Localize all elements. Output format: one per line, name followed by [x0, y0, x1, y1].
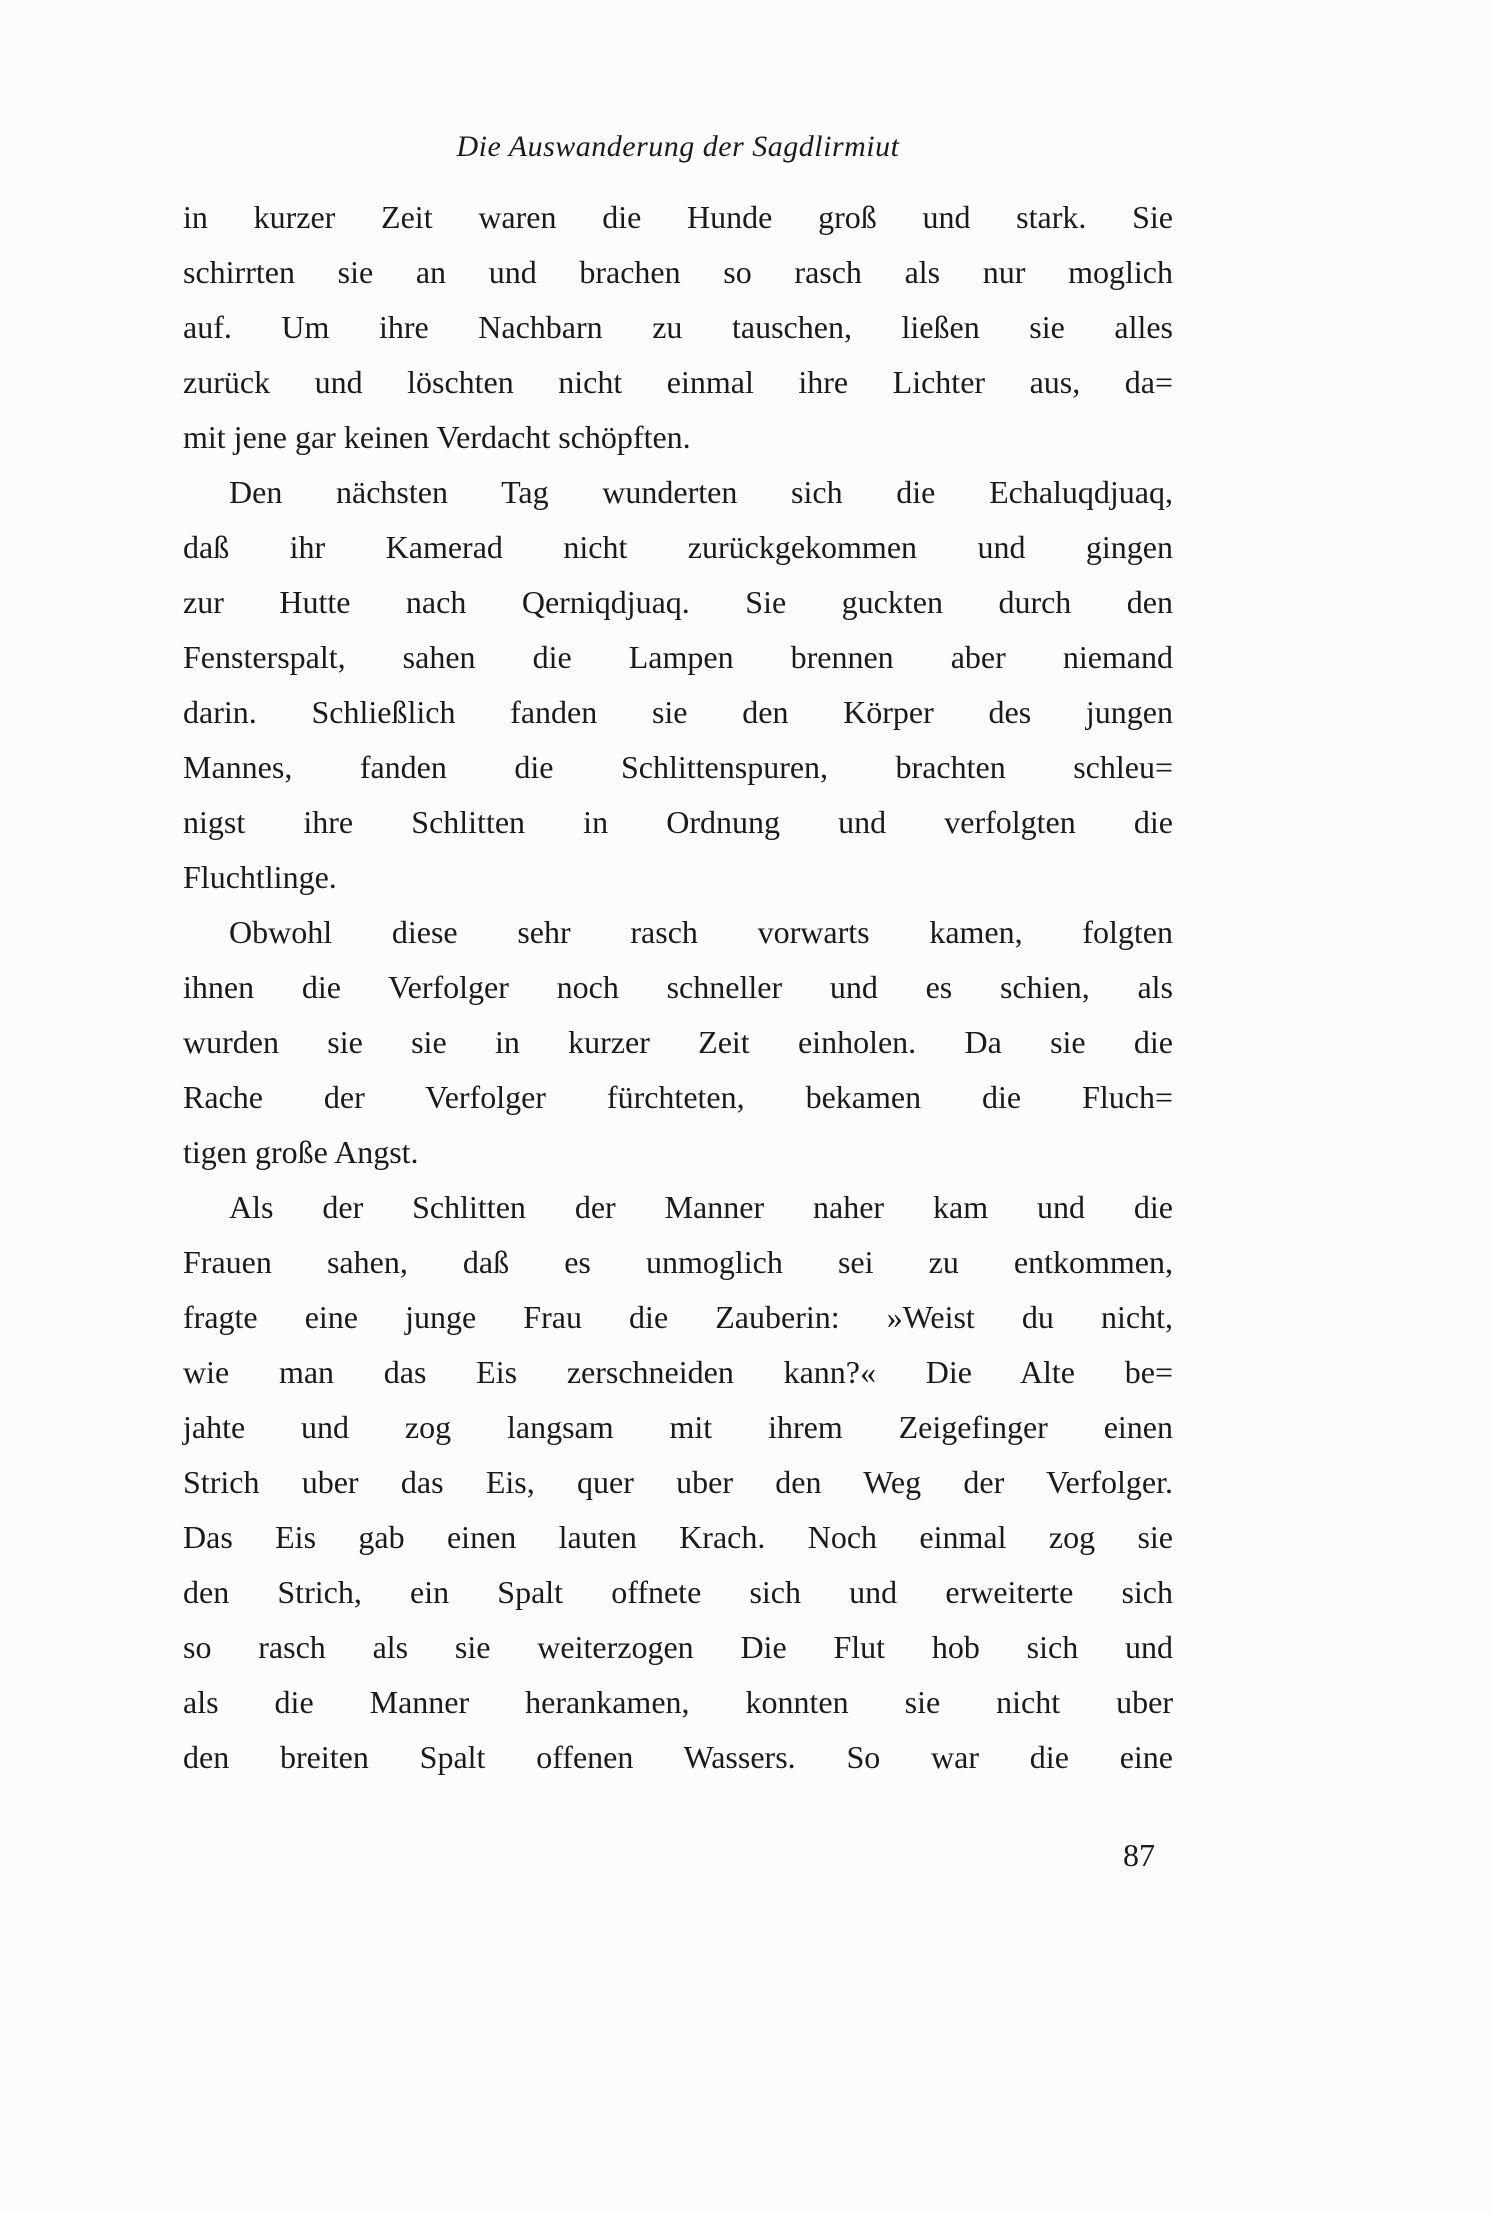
text-line: wie man das Eis zerschneiden kann?« Die Alte be=	[183, 1354, 1173, 1390]
text-line: Frauen sahen, daß es unmoglich sei zu entkommen,	[183, 1244, 1173, 1280]
body-text	[183, 190, 1173, 1785]
text-line: Mannes, fanden die Schlittenspuren, brachten schleu=	[183, 749, 1173, 785]
text-line: Den nächsten Tag wunderten sich die Echaluqdjuaq,	[229, 474, 1173, 510]
page-number: 87	[1123, 1837, 1155, 1873]
text-line: nigst ihre Schlitten in Ordnung und verfolgten die	[183, 804, 1173, 840]
text-line: daß ihr Kamerad nicht zurückgekommen und gingen	[183, 529, 1173, 565]
text-line: jahte und zog langsam mit ihrem Zeigefinger einen	[183, 1409, 1173, 1445]
text-line: zurück und löschten nicht einmal ihre Lichter aus, da=	[183, 364, 1173, 400]
text-line: Strich uber das Eis, quer uber den Weg der Verfolger.	[183, 1464, 1173, 1500]
text-line: zur Hutte nach Qerniqdjuaq. Sie guckten durch den	[183, 584, 1173, 620]
text-line: schirrten sie an und brachen so rasch als nur moglich	[183, 254, 1173, 290]
text-line: wurden sie sie in kurzer Zeit einholen. Da sie die	[183, 1024, 1173, 1060]
text-block	[183, 130, 1173, 1874]
text-line: so rasch als sie weiterzogen Die Flut hob sich und	[183, 1629, 1173, 1665]
text-line: Fensterspalt, sahen die Lampen brennen aber niemand	[183, 639, 1173, 675]
text-line: Als der Schlitten der Manner naher kam und die	[229, 1189, 1173, 1225]
text-line: darin. Schließlich fanden sie den Körper des jungen	[183, 694, 1173, 730]
text-line: in kurzer Zeit waren die Hunde groß und stark. Sie	[183, 199, 1173, 235]
text-line: Obwohl diese sehr rasch vorwarts kamen, folgten	[229, 914, 1173, 950]
text-line: mit jene gar keinen Verdacht schöpften.	[183, 419, 691, 455]
text-line: fragte eine junge Frau die Zauberin: »Weist du nicht,	[183, 1299, 1173, 1335]
text-line: ihnen die Verfolger noch schneller und es schien, als	[183, 969, 1173, 1005]
running-header: Die Auswanderung der Sagdlirmiut	[456, 130, 900, 163]
text-line: Fluchtlinge.	[183, 859, 337, 895]
text-line: auf. Um ihre Nachbarn zu tauschen, ließen sie alles	[183, 309, 1173, 345]
text-line: als die Manner herankamen, konnten sie nicht uber	[183, 1684, 1173, 1720]
text-line: den breiten Spalt offenen Wassers. So war die eine	[183, 1739, 1173, 1775]
text-line: Rache der Verfolger fürchteten, bekamen die Fluch=	[183, 1079, 1173, 1115]
text-line: tigen große Angst.	[183, 1134, 419, 1170]
text-line: den Strich, ein Spalt offnete sich und erweiterte sich	[183, 1574, 1173, 1610]
text-line: Das Eis gab einen lauten Krach. Noch einmal zog sie	[183, 1519, 1173, 1555]
